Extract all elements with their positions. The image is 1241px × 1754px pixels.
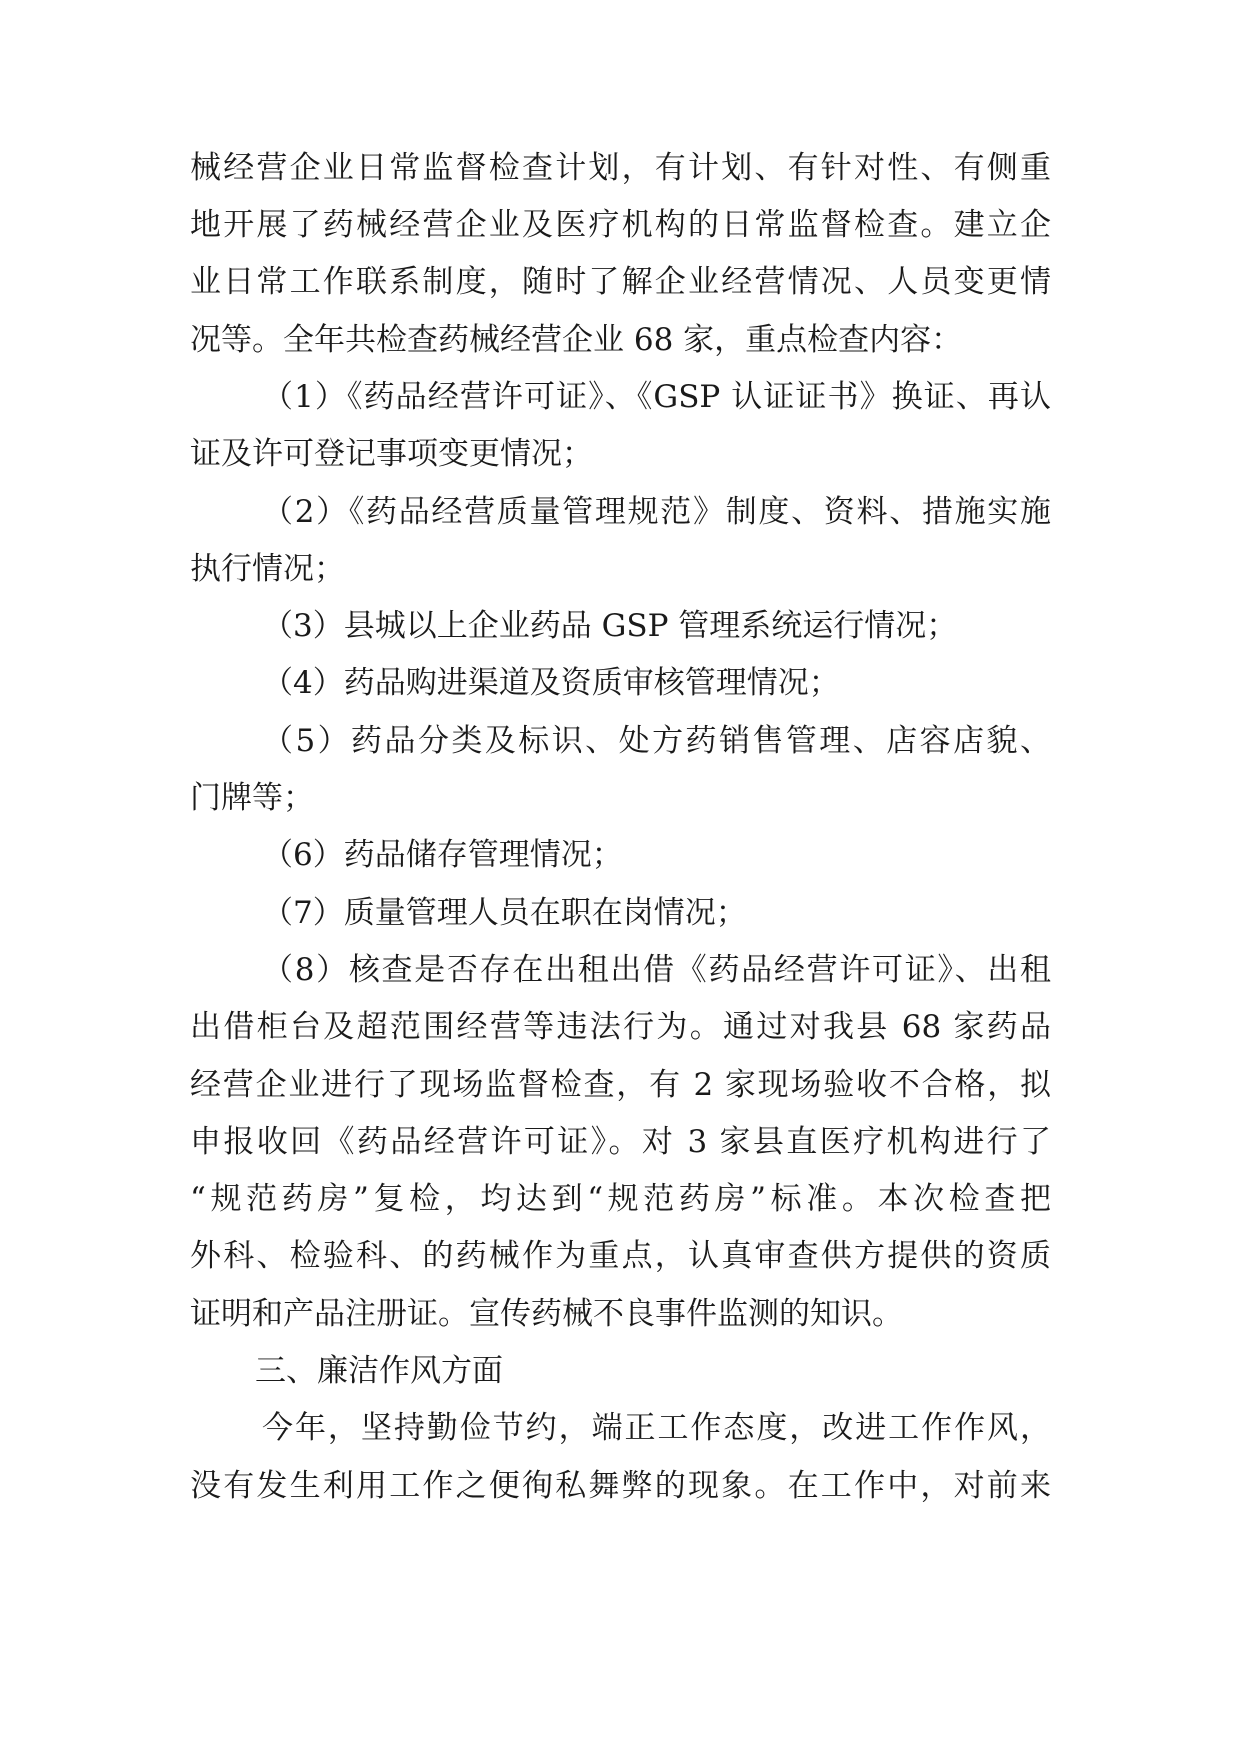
text-line: 证及许可登记事项变更情况； bbox=[190, 436, 593, 472]
text-line: 没有发生利用工作之便徇私舞弊的现象。在工作中，对前来 bbox=[190, 1468, 1051, 1504]
section-heading: 三、廉洁作风方面 bbox=[255, 1353, 503, 1389]
list-item-text: （8）核查是否存在出租出借《药品经营许可证》、出租 bbox=[262, 952, 1051, 988]
paragraph-first-line: 今年，坚持勤俭节约，端正工作态度，改进工作作风， bbox=[262, 1410, 1051, 1446]
list-item-text: （4）药品购进渠道及资质审核管理情况； bbox=[262, 665, 840, 701]
text-line: 地开展了药械经营企业及医疗机构的日常监督检查。建立企 bbox=[190, 207, 1051, 243]
text-line: 门牌等； bbox=[190, 780, 314, 816]
text-line: 执行情况； bbox=[190, 551, 345, 587]
text-line: 经营企业进行了现场监督检查，有 2 家现场验收不合格，拟 bbox=[190, 1067, 1051, 1103]
text-line: 外科、检验科、的药械作为重点，认真审查供方提供的资质 bbox=[190, 1238, 1051, 1274]
text-line: “规范药房”复检，均达到“规范药房”标准。本次检查把 bbox=[190, 1181, 1051, 1217]
text-line: 证明和产品注册证。宣传药械不良事件监测的知识。 bbox=[190, 1296, 903, 1332]
list-item-text: （2）《药品经营质量管理规范》制度、资料、措施实施 bbox=[262, 494, 1051, 530]
list-item-text: （7）质量管理人员在职在岗情况； bbox=[262, 895, 747, 931]
text-line: 械经营企业日常监督检查计划，有计划、有针对性、有侧重 bbox=[190, 150, 1051, 186]
list-item-text: （3）县城以上企业药品 GSP 管理系统运行情况； bbox=[262, 608, 958, 644]
list-item-text: （5）药品分类及标识、处方药销售管理、店容店貌、 bbox=[262, 723, 1051, 759]
list-item-text: （1）《药品经营许可证》、《GSP 认证证书》换证、再认 bbox=[262, 379, 1051, 415]
text-line: 业日常工作联系制度，随时了解企业经营情况、人员变更情 bbox=[190, 264, 1051, 300]
text-line: 况等。全年共检查药械经营企业 68 家，重点检查内容： bbox=[190, 322, 963, 358]
text-line: 申报收回《药品经营许可证》。对 3 家县直医疗机构进行了 bbox=[190, 1124, 1051, 1160]
text-line: 出借柜台及超范围经营等违法行为。通过对我县 68 家药品 bbox=[190, 1009, 1051, 1045]
list-item-text: （6）药品储存管理情况； bbox=[262, 837, 623, 873]
